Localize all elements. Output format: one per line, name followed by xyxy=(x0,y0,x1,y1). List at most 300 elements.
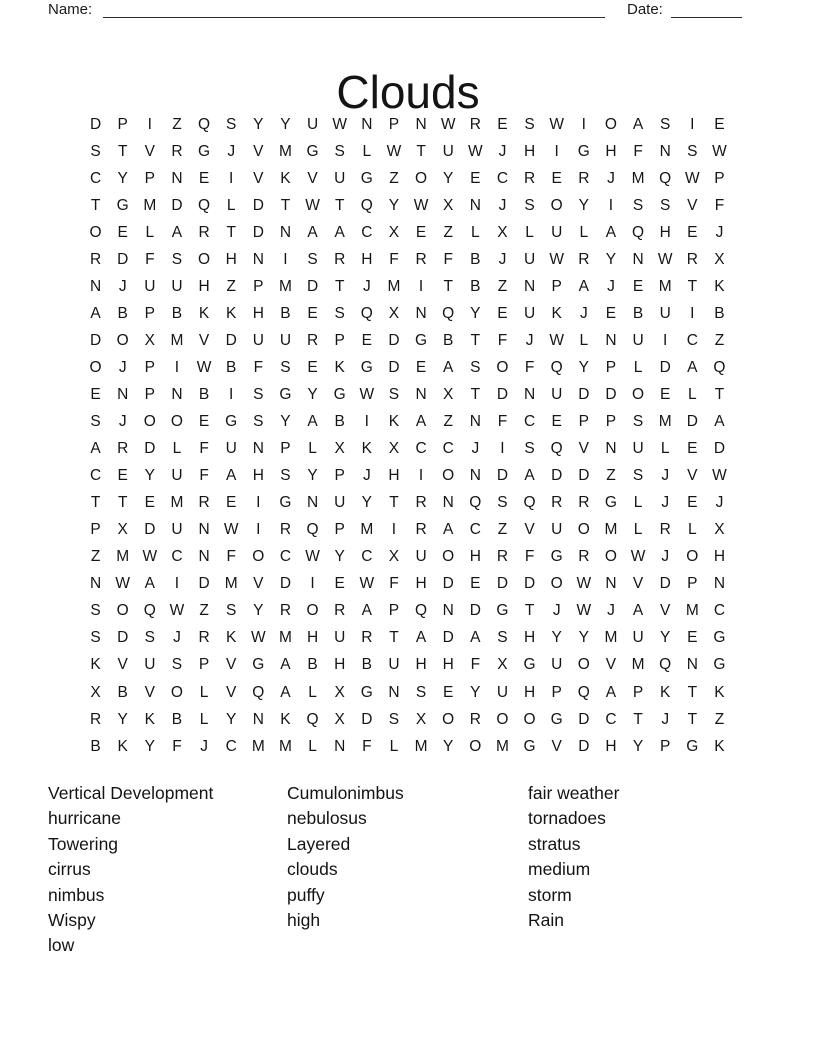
grid-letter: P xyxy=(632,683,644,701)
grid-letter: G xyxy=(360,683,373,701)
grid-letter: H xyxy=(469,548,481,566)
grid-letter: S xyxy=(687,142,698,160)
grid-letter: O xyxy=(415,169,428,187)
grid-letter: Y xyxy=(144,737,155,755)
grid-letter: T xyxy=(714,385,725,403)
grid-letter: E xyxy=(307,358,318,376)
grid-letter: P xyxy=(90,521,101,539)
grid-letter: J xyxy=(200,737,208,755)
grid-letter: X xyxy=(388,304,400,322)
word-list-item: clouds xyxy=(287,859,338,880)
grid-letter: C xyxy=(171,548,183,566)
grid-letter: W xyxy=(386,142,402,160)
grid-letter: O xyxy=(143,413,156,431)
grid-letter: P xyxy=(334,467,345,485)
grid-letter: D xyxy=(659,575,671,593)
grid-letter: W xyxy=(467,142,483,160)
grid-letter: C xyxy=(361,548,373,566)
grid-letter: O xyxy=(523,710,536,728)
grid-letter: R xyxy=(198,629,210,647)
grid-letter: U xyxy=(279,331,292,349)
grid-letter: L xyxy=(362,142,372,160)
grid-letter: R xyxy=(523,169,536,187)
grid-letter: K xyxy=(198,304,210,322)
grid-letter: D xyxy=(659,358,671,376)
grid-letter: R xyxy=(578,250,590,268)
grid-letter: P xyxy=(144,358,155,376)
grid-letter: S xyxy=(388,710,400,728)
grid-letter: M xyxy=(604,521,618,539)
grid-letter: H xyxy=(198,277,210,295)
grid-letter: I xyxy=(174,358,180,376)
word-list-item: tornadoes xyxy=(528,808,606,829)
grid-letter: R xyxy=(89,250,102,268)
grid-letter: S xyxy=(334,142,345,160)
grid-letter: R xyxy=(334,250,346,268)
name-label: Name: xyxy=(48,1,93,18)
grid-letter: V xyxy=(687,467,698,485)
grid-letter: R xyxy=(578,169,590,187)
grid-letter: T xyxy=(90,494,101,512)
grid-letter: I xyxy=(663,331,668,349)
grid-letter: J xyxy=(715,494,724,512)
grid-letter: L xyxy=(633,521,643,539)
grid-letter: X xyxy=(443,385,454,403)
grid-letter: X xyxy=(334,710,345,728)
grid-letter: U xyxy=(551,521,563,539)
grid-letter: U xyxy=(442,142,454,160)
grid-letter: E xyxy=(687,629,698,647)
grid-letter: O xyxy=(577,521,590,539)
grid-letter: P xyxy=(578,413,589,431)
grid-letter: J xyxy=(498,250,507,268)
grid-letter: E xyxy=(714,115,725,133)
grid-letter: P xyxy=(551,277,562,295)
grid-letter: I xyxy=(256,494,261,512)
grid-letter: M xyxy=(170,494,184,512)
grid-letter: D xyxy=(171,196,183,214)
grid-letter: S xyxy=(632,467,644,485)
date-blank-line xyxy=(671,0,742,18)
grid-letter: U xyxy=(632,331,644,349)
grid-letter: Y xyxy=(117,169,128,187)
grid-letter: N xyxy=(713,575,726,593)
grid-letter: A xyxy=(90,440,101,458)
grid-letter: K xyxy=(117,737,128,755)
grid-letter: C xyxy=(89,169,102,187)
grid-letter: D xyxy=(442,629,454,647)
grid-letter: Y xyxy=(470,683,481,701)
grid-letter: J xyxy=(118,277,127,295)
grid-letter: S xyxy=(307,250,318,268)
grid-letter: N xyxy=(252,710,264,728)
grid-letter: D xyxy=(89,331,102,349)
word-search-grid xyxy=(82,111,733,760)
grid-letter: H xyxy=(442,656,454,674)
grid-letter: J xyxy=(715,223,724,241)
grid-letter: B xyxy=(198,385,210,403)
grid-letter: L xyxy=(172,440,182,458)
grid-letter: B xyxy=(90,737,101,755)
grid-letter: G xyxy=(604,494,617,512)
grid-letter: O xyxy=(116,602,129,620)
grid-letter: E xyxy=(497,304,508,322)
grid-letter: H xyxy=(252,304,264,322)
grid-letter: H xyxy=(605,142,617,160)
grid-letter: O xyxy=(604,115,617,133)
grid-letter: T xyxy=(280,196,291,214)
grid-letter: Y xyxy=(307,385,318,403)
grid-letter: K xyxy=(714,737,725,755)
grid-letter: U xyxy=(551,385,563,403)
grid-letter: S xyxy=(632,196,644,214)
grid-letter: O xyxy=(496,710,509,728)
grid-letter: X xyxy=(714,521,725,539)
grid-letter: U xyxy=(388,656,400,674)
page-title: Clouds xyxy=(336,65,480,118)
grid-letter: G xyxy=(523,656,536,674)
grid-letter: E xyxy=(687,223,698,241)
grid-letter: Y xyxy=(443,169,454,187)
grid-letter: V xyxy=(253,169,264,187)
grid-letter: Y xyxy=(578,196,589,214)
grid-letter: F xyxy=(524,358,535,376)
grid-letter: J xyxy=(579,304,588,322)
grid-letter: R xyxy=(469,115,481,133)
grid-letter: I xyxy=(174,575,180,593)
grid-letter: K xyxy=(551,304,562,322)
grid-letter: V xyxy=(253,142,264,160)
grid-letter: M xyxy=(387,277,401,295)
grid-letter: Y xyxy=(605,250,617,268)
grid-letter: N xyxy=(361,115,373,133)
grid-letter: G xyxy=(225,413,238,431)
grid-letter: B xyxy=(361,656,372,674)
grid-letter: B xyxy=(714,304,725,322)
grid-letter: J xyxy=(118,358,127,376)
grid-letter: W xyxy=(712,467,727,485)
grid-letter: H xyxy=(334,656,346,674)
grid-letter: J xyxy=(227,142,236,160)
grid-letter: R xyxy=(198,223,210,241)
grid-letter: Q xyxy=(632,223,645,241)
grid-letter: I xyxy=(500,440,505,458)
grid-letter: I xyxy=(256,521,261,539)
grid-letter: E xyxy=(117,223,128,241)
grid-letter: D xyxy=(252,223,264,241)
grid-letter: D xyxy=(578,467,590,485)
grid-letter: J xyxy=(607,277,615,295)
grid-letter: I xyxy=(581,115,586,133)
grid-letter: S xyxy=(144,629,155,647)
grid-letter: T xyxy=(117,494,128,512)
grid-letter: B xyxy=(307,656,318,674)
grid-letter: M xyxy=(224,575,238,593)
grid-letter: N xyxy=(605,440,617,458)
grid-letter: G xyxy=(333,385,346,403)
grid-letter: T xyxy=(389,494,399,512)
grid-letter: A xyxy=(280,656,291,674)
word-list-item: high xyxy=(287,910,321,931)
grid-letter: P xyxy=(551,683,562,701)
grid-letter: I xyxy=(229,385,234,403)
grid-letter: H xyxy=(225,250,237,268)
grid-letter: C xyxy=(605,710,617,728)
grid-letter: I xyxy=(608,196,614,214)
grid-letter: T xyxy=(687,710,698,728)
grid-letter: J xyxy=(661,467,670,485)
grid-letter: E xyxy=(605,304,617,322)
grid-letter: I xyxy=(690,115,695,133)
grid-letter: P xyxy=(280,440,291,458)
grid-letter: V xyxy=(226,656,237,674)
grid-letter: N xyxy=(252,440,264,458)
grid-letter: Z xyxy=(199,602,209,620)
grid-letter: Z xyxy=(226,277,236,295)
grid-letter: P xyxy=(687,575,698,593)
grid-letter: F xyxy=(389,575,399,593)
grid-letter: P xyxy=(605,413,617,431)
grid-letter: U xyxy=(144,277,156,295)
grid-letter: W xyxy=(305,548,320,566)
grid-letter: T xyxy=(443,277,453,295)
grid-letter: Q xyxy=(713,358,726,376)
grid-letter: S xyxy=(497,494,508,512)
grid-letter: S xyxy=(497,629,508,647)
grid-letter: Q xyxy=(360,196,373,214)
grid-letter: W xyxy=(413,196,429,214)
grid-letter: S xyxy=(90,602,101,620)
grid-letter: R xyxy=(469,710,481,728)
grid-letter: N xyxy=(117,385,129,403)
word-list-item: stratus xyxy=(528,833,581,854)
grid-letter: A xyxy=(415,629,427,647)
grid-letter: A xyxy=(415,413,427,431)
grid-letter: D xyxy=(388,331,400,349)
grid-letter: Z xyxy=(714,331,725,349)
grid-letter: N xyxy=(415,304,427,322)
grid-letter: M xyxy=(251,737,265,755)
grid-letter: J xyxy=(552,602,561,620)
grid-letter: D xyxy=(469,602,481,620)
grid-letter: R xyxy=(659,521,671,539)
grid-letter: L xyxy=(471,223,480,241)
grid-letter: T xyxy=(226,223,236,241)
grid-letter: O xyxy=(442,710,455,728)
grid-letter: X xyxy=(497,656,508,674)
grid-letter: S xyxy=(226,602,237,620)
grid-letter: F xyxy=(497,413,508,431)
grid-letter: A xyxy=(307,223,318,241)
grid-letter: E xyxy=(551,169,562,187)
grid-letter: N xyxy=(252,250,264,268)
grid-letter: M xyxy=(658,277,672,295)
grid-letter: E xyxy=(307,304,318,322)
word-list-item: fair weather xyxy=(528,783,620,803)
date-label: Date: xyxy=(627,1,663,18)
word-list-item: medium xyxy=(528,859,591,880)
grid-letter: U xyxy=(551,223,563,241)
grid-letter: W xyxy=(250,629,266,647)
grid-letter: G xyxy=(713,656,726,674)
grid-letter: N xyxy=(415,115,427,133)
grid-letter: D xyxy=(496,385,509,403)
grid-letter: C xyxy=(442,440,454,458)
grid-letter: M xyxy=(278,142,292,160)
grid-letter: R xyxy=(117,440,129,458)
grid-letter: S xyxy=(90,413,101,431)
grid-letter: R xyxy=(171,142,183,160)
grid-letter: T xyxy=(416,142,426,160)
grid-letter: E xyxy=(334,575,345,593)
grid-letter: M xyxy=(170,331,184,349)
grid-letter: E xyxy=(361,331,372,349)
grid-letter: F xyxy=(362,737,372,755)
grid-letter: I xyxy=(418,277,424,295)
grid-letter: S xyxy=(415,683,427,701)
grid-letter: M xyxy=(631,656,645,674)
grid-letter: J xyxy=(362,277,371,295)
grid-letter: O xyxy=(550,575,563,593)
grid-letter: M xyxy=(495,737,509,755)
grid-letter: F xyxy=(443,250,453,268)
grid-letter: S xyxy=(388,385,400,403)
grid-letter: H xyxy=(415,656,427,674)
grid-letter: D xyxy=(225,331,237,349)
grid-letter: Q xyxy=(360,304,373,322)
grid-letter: H xyxy=(523,629,536,647)
grid-letter: D xyxy=(442,575,454,593)
grid-letter: Z xyxy=(90,548,101,566)
grid-letter: I xyxy=(283,250,288,268)
grid-letter: I xyxy=(147,115,152,133)
grid-letter: N xyxy=(198,548,210,566)
grid-letter: Y xyxy=(578,358,589,376)
grid-letter: A xyxy=(226,467,237,485)
grid-letter: L xyxy=(199,710,209,728)
grid-letter: G xyxy=(252,656,265,674)
grid-letter: P xyxy=(144,304,155,322)
grid-letter: U xyxy=(144,656,156,674)
grid-letter: N xyxy=(334,737,346,755)
grid-letter: W xyxy=(657,250,673,268)
grid-letter: N xyxy=(605,331,617,349)
grid-letter: B xyxy=(117,683,128,701)
grid-letter: R xyxy=(578,494,590,512)
grid-letter: Q xyxy=(523,494,536,512)
grid-letter: W xyxy=(576,575,592,593)
grid-letter: T xyxy=(470,385,481,403)
grid-letter: S xyxy=(280,358,291,376)
grid-letter: R xyxy=(415,250,427,268)
grid-letter: Q xyxy=(442,304,455,322)
grid-letter: V xyxy=(226,683,237,701)
grid-letter: O xyxy=(604,548,617,566)
grid-letter: M xyxy=(658,413,672,431)
grid-letter: U xyxy=(659,304,671,322)
word-list-item: Rain xyxy=(528,910,564,931)
grid-letter: U xyxy=(171,521,183,539)
grid-letter: L xyxy=(308,737,317,755)
word-list-item: hurricane xyxy=(48,808,121,829)
grid-letter: L xyxy=(688,521,697,539)
word-list-item: Vertical Development xyxy=(48,783,214,803)
grid-letter: B xyxy=(171,304,183,322)
grid-letter: Q xyxy=(306,710,319,728)
grid-letter: Q xyxy=(143,602,156,620)
grid-letter: Y xyxy=(117,710,128,728)
grid-letter: S xyxy=(632,413,644,431)
grid-letter: Y xyxy=(253,602,264,620)
grid-letter: S xyxy=(280,467,291,485)
grid-letter: L xyxy=(389,737,399,755)
grid-letter: L xyxy=(525,223,534,241)
grid-letter: V xyxy=(605,656,617,674)
grid-letter: Q xyxy=(659,656,672,674)
grid-letter: H xyxy=(415,575,427,593)
grid-letter: E xyxy=(226,494,237,512)
grid-letter: B xyxy=(226,358,237,376)
grid-letter: B xyxy=(280,304,291,322)
grid-letter: I xyxy=(364,413,369,431)
grid-letter: K xyxy=(361,440,372,458)
grid-letter: D xyxy=(496,467,509,485)
grid-letter: D xyxy=(605,385,617,403)
grid-letter: D xyxy=(496,575,509,593)
grid-letter: X xyxy=(497,223,508,241)
grid-letter: D xyxy=(551,467,563,485)
grid-letter: S xyxy=(334,304,345,322)
grid-letter: X xyxy=(334,440,345,458)
grid-letter: O xyxy=(442,548,455,566)
grid-letter: M xyxy=(143,196,157,214)
grid-letter: X xyxy=(334,683,345,701)
grid-letter: N xyxy=(198,521,210,539)
word-list-item: Layered xyxy=(287,833,351,854)
grid-letter: X xyxy=(388,223,400,241)
grid-letter: X xyxy=(714,250,725,268)
grid-letter: J xyxy=(498,142,507,160)
grid-letter: Q xyxy=(415,602,428,620)
grid-letter: A xyxy=(605,683,617,701)
grid-letter: O xyxy=(442,467,455,485)
grid-letter: U xyxy=(523,304,536,322)
grid-letter: O xyxy=(496,358,509,376)
grid-letter: R xyxy=(279,602,292,620)
name-blank-line xyxy=(103,0,605,18)
grid-letter: H xyxy=(252,467,264,485)
grid-letter: D xyxy=(361,710,373,728)
word-list-item: nimbus xyxy=(48,884,105,905)
grid-letter: E xyxy=(687,494,698,512)
grid-letter: Q xyxy=(198,196,211,214)
grid-letter: N xyxy=(686,656,698,674)
grid-letter: J xyxy=(525,331,534,349)
grid-letter: R xyxy=(361,629,373,647)
grid-letter: T xyxy=(389,629,399,647)
grid-letter: U xyxy=(632,440,644,458)
grid-letter: X xyxy=(117,521,128,539)
grid-letter: S xyxy=(524,115,535,133)
grid-letter: P xyxy=(714,169,725,187)
grid-letter: V xyxy=(307,169,318,187)
grid-letter: V xyxy=(253,575,264,593)
grid-letter: S xyxy=(524,440,535,458)
grid-letter: D xyxy=(713,440,726,458)
grid-letter: F xyxy=(172,737,182,755)
grid-letter: S xyxy=(90,142,101,160)
grid-letter: A xyxy=(443,521,454,539)
